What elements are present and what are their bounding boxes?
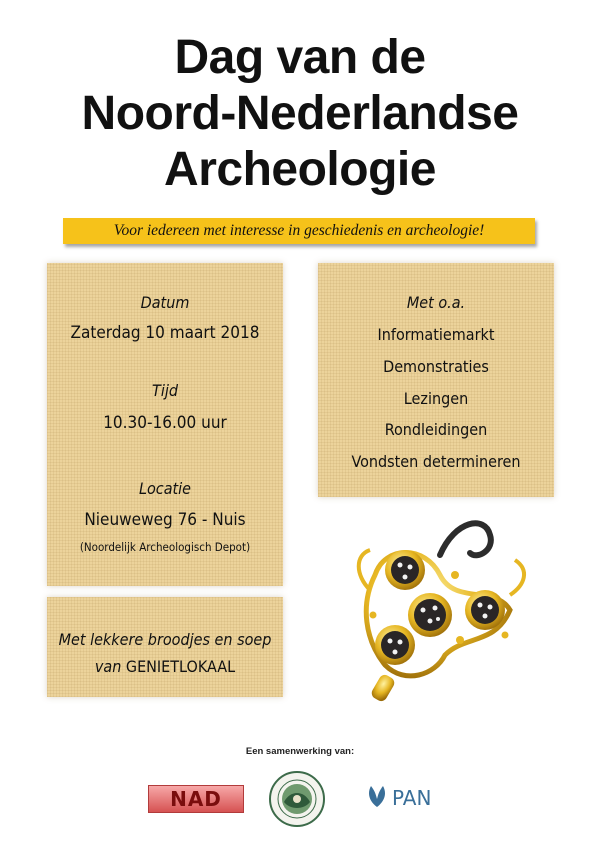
program-item: Lezingen <box>403 389 469 408</box>
program-item: Rondleidingen <box>384 420 488 439</box>
title-line-1: Dag van de <box>174 31 426 84</box>
jewel-disc <box>408 593 452 637</box>
jewel-disc <box>385 550 425 590</box>
program-label: Met o.a. <box>406 293 466 312</box>
collaboration-label: Een samenwerking van: <box>245 746 355 757</box>
food-vendor: GENIETLOKAAL <box>125 657 236 676</box>
jewelry-photo <box>345 515 535 715</box>
location-note: (Noordelijk Archeologisch Depot) <box>79 540 251 554</box>
food-panel <box>47 597 283 697</box>
title-line-2: Noord-Nederlandse <box>81 87 519 140</box>
pan-logo-text: PAN <box>392 786 432 810</box>
time-value: 10.30-16.00 uur <box>103 413 227 433</box>
society-seal-logo <box>268 770 326 828</box>
title-line-3: Archeologie <box>164 143 436 196</box>
date-label: Datum <box>140 293 190 312</box>
jewel-disc <box>465 590 505 630</box>
food-line-1: Met lekkere broodjes en soep <box>58 630 272 649</box>
time-label: Tijd <box>152 381 178 400</box>
program-item: Demonstraties <box>383 357 489 376</box>
food-line-2 <box>47 657 283 676</box>
nad-logo <box>148 785 244 813</box>
location-value: Nieuweweg 76 - Nuis <box>84 510 246 530</box>
poster-title <box>0 30 600 198</box>
program-item: Informatiemarkt <box>377 325 495 344</box>
program-panel <box>318 263 554 497</box>
date-value: Zaterdag 10 maart 2018 <box>70 323 260 343</box>
pan-logo <box>365 783 445 813</box>
nad-logo-text: NAD <box>170 787 222 811</box>
pan-leaf-icon <box>365 783 389 809</box>
event-info-panel <box>47 263 283 586</box>
jewel-disc <box>375 625 415 665</box>
food-prefix: van <box>94 657 122 676</box>
location-label: Locatie <box>138 479 192 498</box>
tagline-banner: Voor iedereen met interesse in geschiedenis en archeologie! <box>63 218 535 244</box>
program-item: Vondsten determineren <box>351 452 521 471</box>
